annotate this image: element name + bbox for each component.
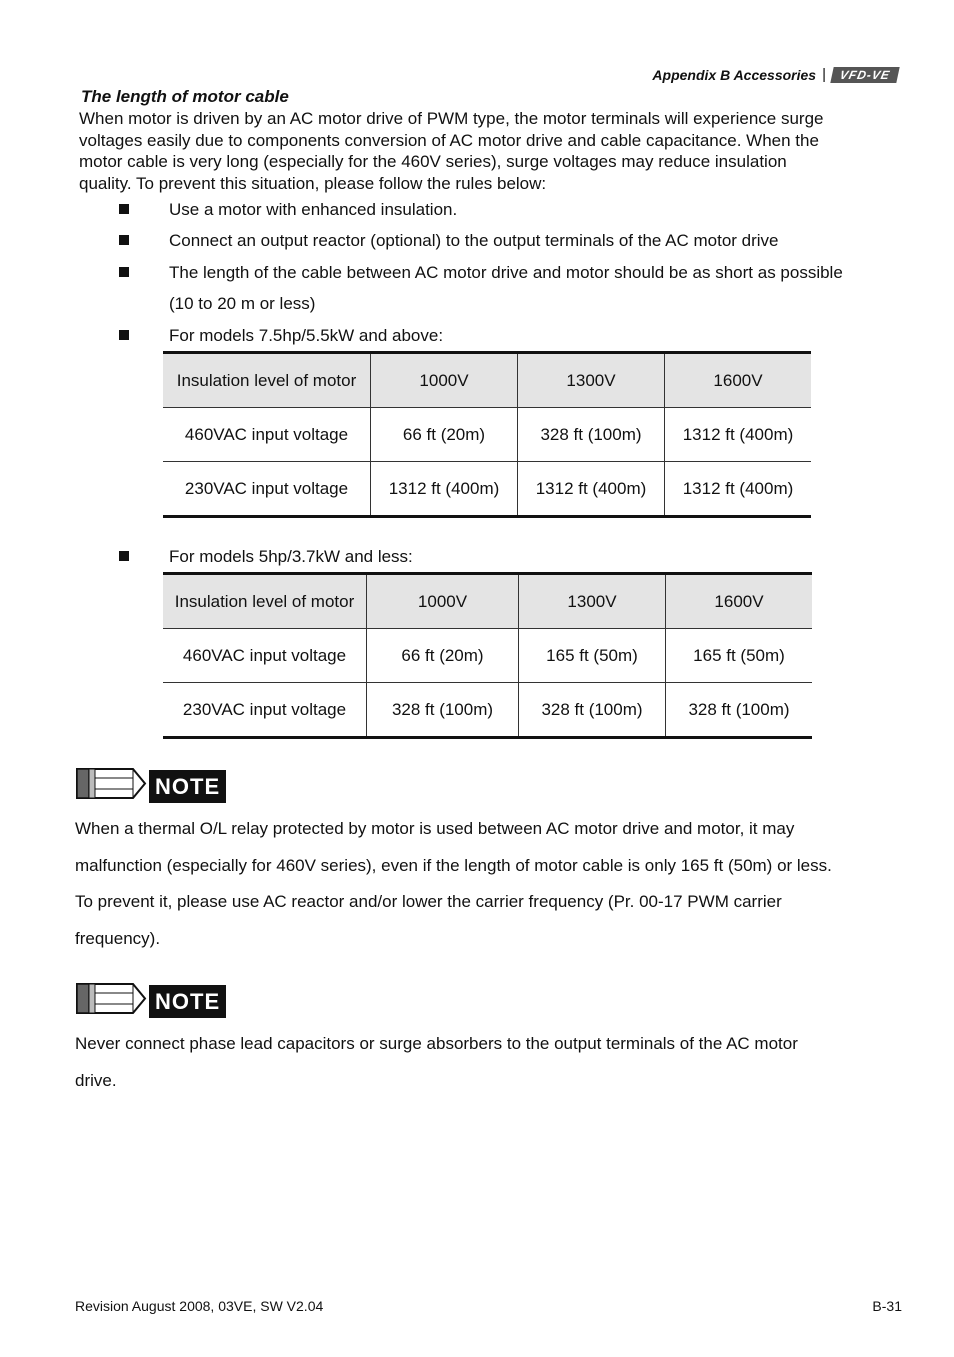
note-line: drive. (75, 1070, 117, 1090)
bullet-text (169, 257, 843, 319)
table-cell: 230VAC input voltage (163, 462, 371, 517)
table-cell: 328 ft (100m) (367, 683, 519, 738)
table-header-cell: Insulation level of motor (163, 574, 367, 629)
note-line: malfunction (especially for 460V series), even if the length of motor cable is only 165 ft (50m) or less. (75, 855, 832, 875)
note-line: When a thermal O/L relay protected by motor is used between AC motor drive and motor, it may (75, 819, 795, 838)
intro-line: When motor is driven by an AC motor drive of PWM type, the motor terminals will experience surge (79, 109, 824, 128)
table-row (163, 408, 811, 462)
footer-revision: Revision August 2008, 03VE, SW V2.04 (75, 1298, 324, 1314)
table-cell: 328 ft (100m) (519, 683, 666, 738)
note-label: NOTE (149, 770, 226, 803)
note-text (75, 1026, 905, 1099)
bullet-square-icon (119, 204, 129, 214)
table-cell: 460VAC input voltage (163, 408, 371, 462)
table-header-cell: 1300V (519, 574, 666, 629)
intro-line: quality. To prevent this situation, please follow the rules below: (79, 173, 547, 193)
table-cell: 66 ft (20m) (367, 629, 519, 683)
table-row (163, 683, 812, 738)
note-line: To prevent it, please use AC reactor and/or lower the carrier frequency (Pr. 00-17 PWM carrier (75, 892, 782, 911)
cable-length-table-large-models (163, 351, 811, 518)
bullet-text: Use a motor with enhanced insulation. (169, 200, 458, 219)
intro-line: motor cable is very long (especially for the 460V series), surge voltages may reduce insulation (79, 152, 787, 171)
intro-line: voltages easily due to components conversion of AC motor drive and cable capacitance. When the (79, 130, 819, 150)
bullet-square-icon (119, 551, 129, 561)
table-cell: 1312 ft (400m) (518, 462, 665, 517)
bullet-square-icon (119, 267, 129, 277)
table-cell: 165 ft (50m) (519, 629, 666, 683)
table-cell: 1312 ft (400m) (371, 462, 518, 517)
table-cell: 66 ft (20m) (371, 408, 518, 462)
note-line: Never connect phase lead capacitors or surge absorbers to the output terminals of the AC motor (75, 1034, 798, 1053)
bullet-item (119, 225, 779, 256)
header-separator: | (822, 66, 826, 83)
bullet-square-icon (119, 330, 129, 340)
bullet-item (119, 320, 443, 351)
table-header-cell: 1600V (666, 574, 813, 629)
table-cell: 328 ft (100m) (518, 408, 665, 462)
vfd-ve-logo: VFD-VE (830, 67, 899, 83)
cable-length-table-small-models (163, 572, 812, 739)
table-header-cell: 1600V (665, 353, 812, 408)
table-header-row (163, 353, 811, 408)
table-cell: 328 ft (100m) (666, 683, 813, 738)
note-text (75, 811, 905, 957)
section-title: The length of motor cable (81, 87, 289, 106)
note-line: frequency). (75, 928, 161, 948)
bullet-item (119, 541, 413, 572)
table-header-cell: 1000V (367, 574, 519, 629)
table-header-cell: 1000V (371, 353, 518, 408)
bullet-item (119, 257, 843, 319)
bullet-text-line: (10 to 20 m or less) (169, 294, 316, 313)
table-header-cell: Insulation level of motor (163, 353, 371, 408)
table-cell: 1312 ft (400m) (665, 408, 812, 462)
bullet-text: Connect an output reactor (optional) to the output terminals of the AC motor drive (169, 231, 779, 250)
bullet-text-line: The length of the cable between AC motor drive and motor should be as short as possible (169, 263, 843, 282)
bullet-item (119, 194, 457, 225)
table-row (163, 462, 811, 517)
note-label: NOTE (149, 985, 226, 1018)
table-cell: 165 ft (50m) (666, 629, 813, 683)
table-row (163, 629, 812, 683)
intro-paragraph (79, 108, 909, 194)
footer-page-number: B-31 (872, 1298, 902, 1314)
table-cell: 460VAC input voltage (163, 629, 367, 683)
header-section-title: Appendix B Accessories (652, 66, 817, 83)
table-cell: 230VAC input voltage (163, 683, 367, 738)
bullet-text: For models 7.5hp/5.5kW and above: (169, 326, 444, 345)
note-badge (75, 982, 226, 1020)
bullet-square-icon (119, 235, 129, 245)
pencil-icon (75, 767, 147, 805)
pencil-icon (75, 982, 147, 1020)
note-badge (75, 767, 226, 805)
table-header-row (163, 574, 812, 629)
bullet-text: For models 5hp/3.7kW and less: (169, 547, 413, 566)
table-header-cell: 1300V (518, 353, 665, 408)
table-cell: 1312 ft (400m) (665, 462, 812, 517)
page-header (652, 66, 898, 83)
